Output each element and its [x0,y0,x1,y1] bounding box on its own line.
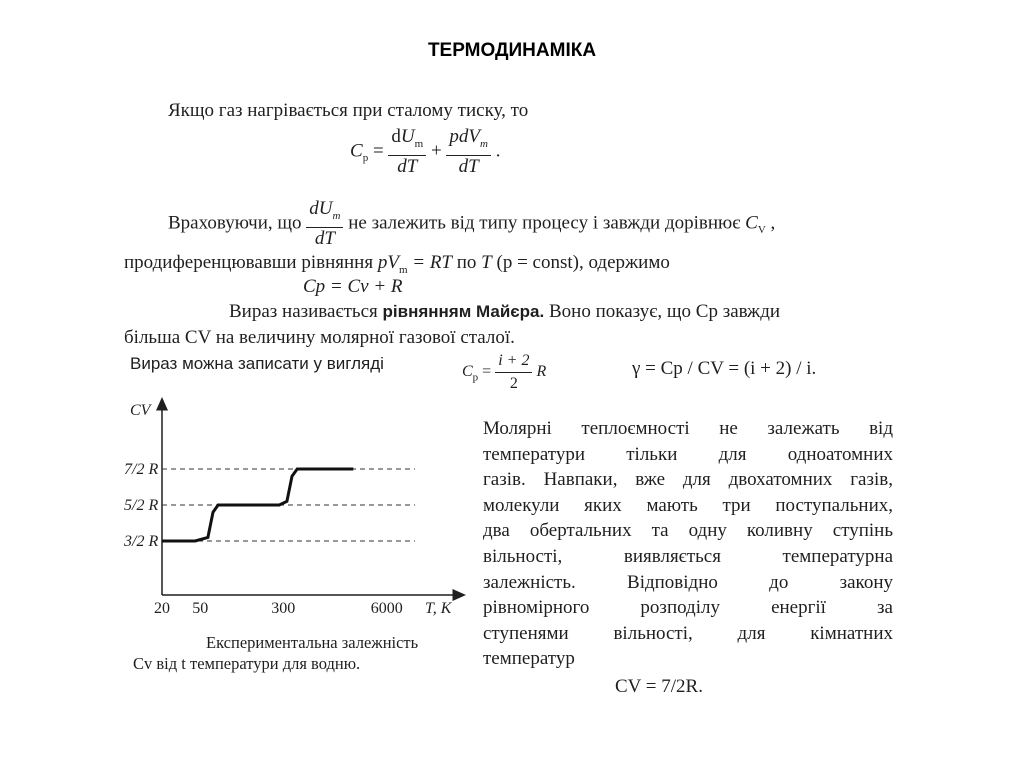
eq-rt: = RT [412,252,452,273]
paragraph-line: залежність. Відповідно до закону [483,571,893,593]
mayer-text-a: Вираз називається [229,301,378,322]
frac-den-2: dT [458,155,479,177]
pv-symbol: pV [377,252,399,273]
fraction-i2-2 [495,350,532,395]
t-symbol: T [481,252,492,273]
y-axis-label: CV [130,402,151,419]
x-tick-label: 50 [192,600,209,617]
cv-symbol: C [745,212,758,234]
final-formula: CV = 7/2R. [615,676,703,697]
intro-text: Якщо газ нагрівається при сталому тиску, то [168,100,529,121]
cp-i-eq: = [482,363,492,381]
diff-text: продиференцювавши рівняння [124,252,374,273]
expression-label: Вираз можна записати у вигляді [130,354,384,373]
chart-caption-1: Експериментальна залежність [206,633,419,652]
by-text: по [456,252,477,273]
frac-d: d [391,126,401,147]
x-tick-label: 20 [154,600,170,617]
paragraph-line: температур [483,648,575,670]
inline-num: dU [309,198,333,219]
formula-cp-i [462,350,546,395]
mayer-text-b: Воно показує, що Cp завжди [549,301,781,322]
period: . [495,140,501,162]
frac-pdV: pdV [449,126,481,147]
cv-sub: V [757,224,766,237]
mayer-bold: рівнянням Майєра. [382,302,545,321]
cp-symbol: C [350,140,363,162]
pv-sub: m [398,263,408,276]
plus-sign: + [430,140,442,162]
y-level-label: 3/2 R [124,533,159,550]
cp-i-sub: p [472,371,479,384]
cp-i-num: i + 2 [495,350,532,373]
paragraph-line: рівномірного розподілу енергії за [483,597,893,619]
cv-temperature-chart [120,395,470,625]
x-tick-label: 6000 [370,600,403,617]
molar-heat-paragraph [483,416,893,672]
paragraph-line: молекули яких мають три поступальних, [483,494,893,516]
paragraph-line: температури тільки для одноатомних [483,443,893,465]
frac-den-1: dT [397,155,418,177]
cp-i-den: 2 [509,375,518,392]
gamma-formula: γ = Cp / CV = (i + 2) / i. [632,358,817,379]
mayer-line-2: більша CV на величину молярної газової сталої. [124,327,515,348]
fraction-dUm-dT-inline [306,198,343,250]
paragraph-line: газів. Навпаки, вже для двохатомних газів, [483,469,893,491]
line-considering [168,198,775,250]
fraction-pdV-dT [446,126,491,178]
mayer-line-1 [229,301,780,323]
considering-text: Враховуючи, що [168,212,302,234]
const-text: (p = const), одержимо [496,252,670,273]
eq-sign: = [372,140,384,162]
frac-U: U [400,126,415,147]
cp-i-rhs: R [536,363,547,381]
mayer-equation: Cp = Cv + R [303,276,403,297]
paragraph-line: два обертальних та одну коливну ступінь [483,520,893,542]
paragraph-line: ступенями вільності, для кімнатних [483,622,893,644]
cp-sub: p [362,152,369,165]
chart-caption-2: Cv від t температури для водню. [133,654,361,673]
paragraph-line: вільності, виявляється температурна [483,545,893,567]
paragraph-line: Молярні теплоємності не залежать від [483,418,893,439]
page-title: ТЕРМОДИНАМІКА [427,40,597,61]
inline-den: dT [314,227,335,249]
frac-m2: m [480,137,488,150]
independent-text: не залежить від типу процесу і завжди дорівнює [348,212,741,234]
x-tick-label: 300 [271,600,296,617]
y-level-label: 7/2 R [124,461,159,478]
y-level-label: 5/2 R [124,497,159,514]
x-axis-label: T, K [425,600,452,617]
comma: , [770,212,776,234]
line-differentiated [124,252,670,276]
fraction-dU-dT [388,126,426,178]
inline-num-sub: m [332,209,341,222]
cp-i-lhs: C [462,363,473,381]
formula-cp-1 [350,126,500,178]
frac-m: m [414,137,424,150]
